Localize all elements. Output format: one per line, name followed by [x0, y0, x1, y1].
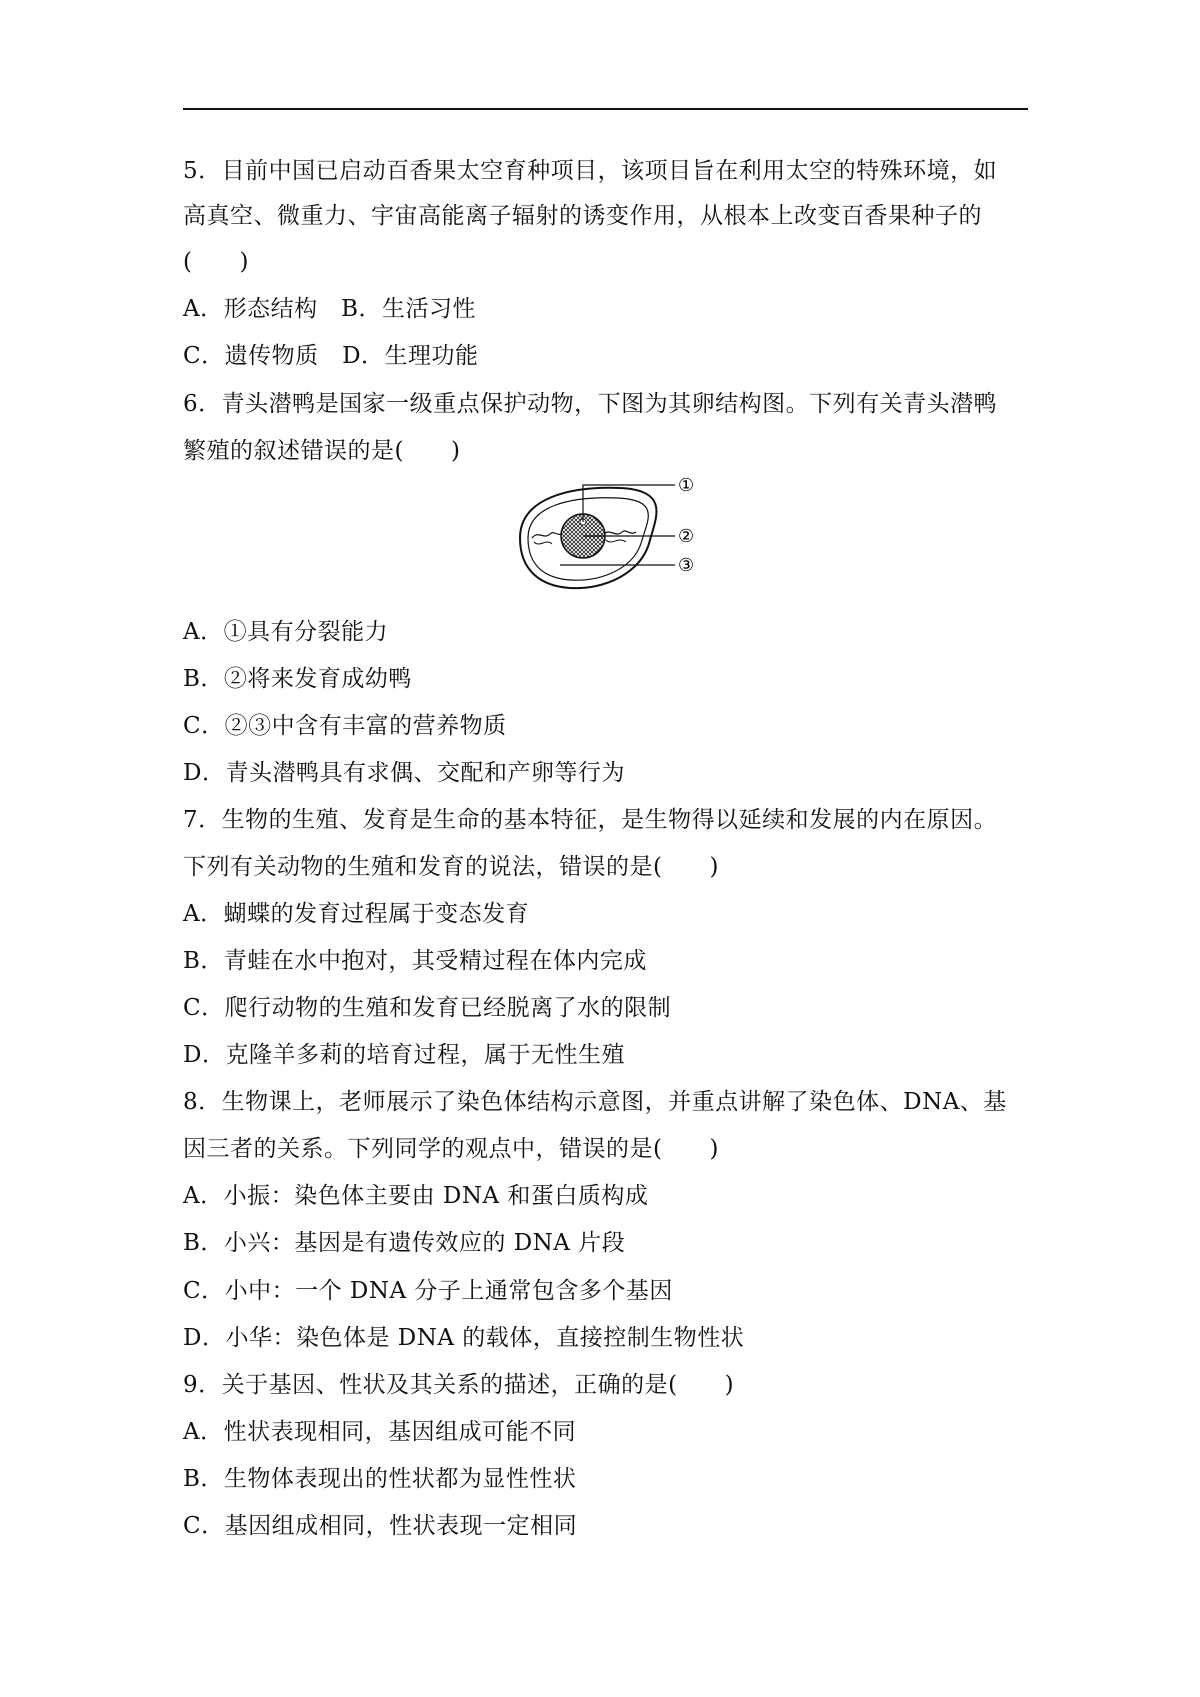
- q5-option-line-2: C．遗传物质 D．生理功能: [183, 343, 479, 369]
- q7-stem-line-2: 下列有关动物的生殖和发育的说法，错误的是( ): [183, 854, 719, 880]
- q6-stem-line-1: 6．青头潜鸭是国家一级重点保护动物，下图为其卵结构图。下列有关青头潜鸭: [183, 391, 998, 417]
- q6-stem-line-2: 繁殖的叙述错误的是( ): [183, 438, 461, 464]
- q5-stem-line-2: 高真空、微重力、宇宙高能离子辐射的诱变作用，从根本上改变百香果种子的: [183, 203, 982, 229]
- q6-option-c: C．②③中含有丰富的营养物质: [183, 713, 507, 739]
- label-1: ①: [678, 478, 695, 496]
- q8-option-c: C．小中：一个 DNA 分子上通常包含多个基因: [183, 1278, 673, 1304]
- q9-option-a: A．性状表现相同，基因组成可能不同: [183, 1419, 577, 1445]
- q9-stem-line-1: 9．关于基因、性状及其关系的描述，正确的是( ): [183, 1372, 735, 1398]
- q6-option-b: B．②将来发育成幼鸭: [183, 666, 412, 692]
- q6-option-d: D．青头潜鸭具有求偶、交配和产卵等行为: [183, 760, 625, 786]
- label-3: ③: [678, 555, 695, 576]
- q8-stem-line-1: 8．生物课上，老师展示了染色体结构示意图，并重点讲解了染色体、DNA、基: [183, 1089, 1007, 1115]
- egg-structure-diagram: [510, 478, 720, 598]
- q7-option-a: A．蝴蝶的发育过程属于变态发育: [183, 901, 530, 927]
- q5-stem-line-1: 5．目前中国已启动百香果太空育种项目，该项目旨在利用太空的特殊环境，如: [183, 158, 998, 184]
- q7-stem-line-1: 7．生物的生殖、发育是生命的基本特征，是生物得以延续和发展的内在原因。: [183, 807, 998, 833]
- q7-option-b: B．青蛙在水中抱对，其受精过程在体内完成: [183, 948, 647, 974]
- q8-option-d: D．小华：染色体是 DNA 的载体，直接控制生物性状: [183, 1325, 745, 1351]
- label-2: ②: [678, 526, 695, 547]
- q6-option-a: A．①具有分裂能力: [183, 619, 389, 645]
- q9-option-b: B．生物体表现出的性状都为显性性状: [183, 1466, 577, 1492]
- q8-option-a: A．小振：染色体主要由 DNA 和蛋白质构成: [183, 1183, 649, 1209]
- q8-stem-line-2: 因三者的关系。下列同学的观点中，错误的是( ): [183, 1136, 719, 1162]
- q8-option-b: B．小兴：基因是有遗传效应的 DNA 片段: [183, 1230, 626, 1256]
- q5-stem-line-3: ( ): [183, 249, 249, 275]
- header-rule: [183, 108, 1028, 110]
- q7-option-d: D．克隆羊多莉的培育过程，属于无性生殖: [183, 1042, 625, 1068]
- q7-option-c: C．爬行动物的生殖和发育已经脱离了水的限制: [183, 995, 672, 1021]
- q9-option-c: C．基因组成相同，性状表现一定相同: [183, 1513, 578, 1539]
- q5-option-line-1: A．形态结构 B．生活习性: [183, 296, 477, 322]
